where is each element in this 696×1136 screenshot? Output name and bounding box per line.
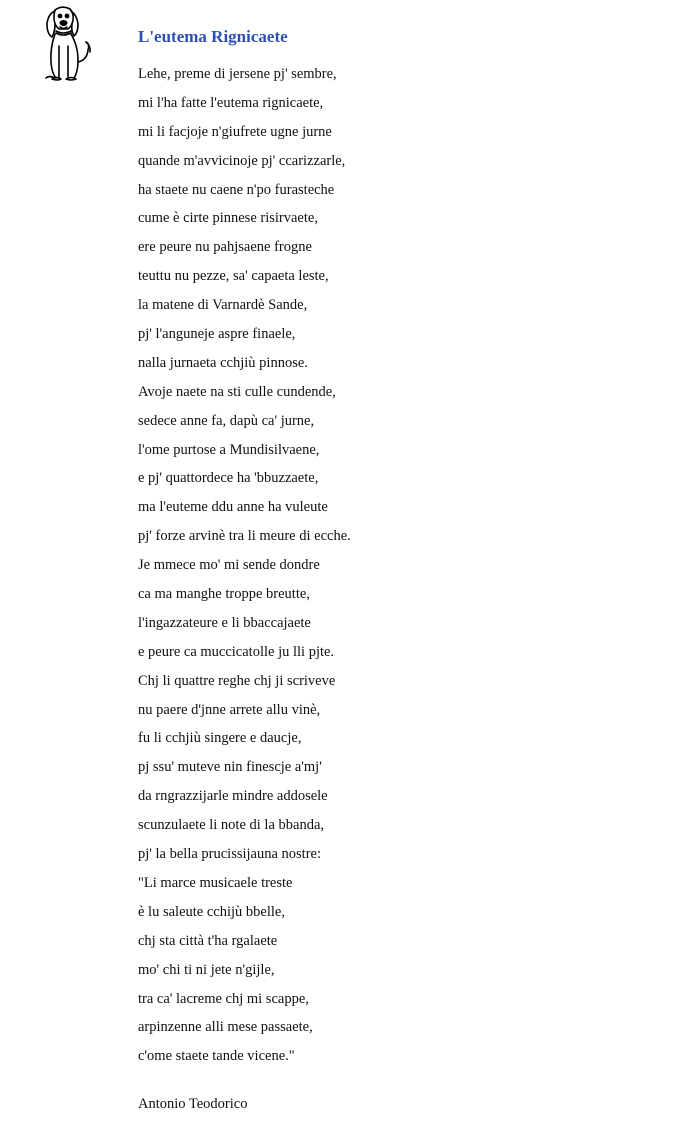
poem-line: ma l'euteme ddu anne ha vuleute <box>138 499 328 516</box>
poem-line: e peure ca muccicatolle ju lli pjte. <box>138 643 335 660</box>
poem-line: l'ingazzateure e li bbaccajaete <box>138 614 311 631</box>
poem-line: tra ca' lacreme chj mi scappe, <box>138 990 309 1007</box>
poem-title: L'eutema Rignicaete <box>138 27 288 46</box>
poem-line: Je mmece mo' mi sende dondre <box>138 557 320 574</box>
poem-line: e pj' quattordece ha 'bbuzzaete, <box>138 470 319 487</box>
poem-line: l'ome purtose a Mundisilvaene, <box>138 441 320 458</box>
poem-line: nu paere d'jnne arrete allu vinè, <box>138 701 321 718</box>
poem-line: arpinzenne alli mese passaete, <box>138 1019 313 1036</box>
poem-line: sedece anne fa, dapù ca' jurne, <box>138 412 315 429</box>
poem-line: fu li cchjiù singere e daucje, <box>138 730 302 747</box>
poem-line: "Li marce musicaele treste <box>138 874 293 891</box>
poem-line: chj sta città t'ha rgalaete <box>138 932 278 949</box>
poem-line: mo' chi ti ni jete n'gijle, <box>138 961 275 978</box>
poem-line: scunzulaete li note di la bbanda, <box>138 817 325 834</box>
poem-line: pj ssu' muteve nin finescje a'mj' <box>138 759 322 776</box>
poem-line: Chj li quattre reghe chj ji scriveve <box>138 672 336 689</box>
poem-line: pj' la bella prucissijauna nostre: <box>138 846 322 863</box>
poem-body <box>138 60 351 1071</box>
poem-line: mi l'ha fatte l'eutema rignicaete, <box>138 94 324 111</box>
poem-line: pj' l'anguneje aspre finaele, <box>138 326 296 343</box>
poem-line: Lehe, preme di jersene pj' sembre, <box>138 66 337 82</box>
poem-line: la matene di Varnardè Sande, <box>138 297 308 314</box>
poem-line: mi li facjoje n'giufrete ugne jurne <box>138 123 332 140</box>
poem-line: teuttu nu pezze, sa' capaeta leste, <box>138 268 329 285</box>
poem-line: è lu saleute cchijù bbelle, <box>138 903 285 920</box>
poem-line: Avoje naete na sti culle cundende, <box>138 383 336 400</box>
poem-line: nalla jurnaeta cchjiù pinnose. <box>138 354 308 371</box>
cartoon-dog-icon <box>38 4 94 84</box>
poem-line: da rngrazzijarle mindre addosele <box>138 788 328 805</box>
author-signature: Antonio Teodorico <box>138 1096 248 1112</box>
poem-line: quande m'avvicinoje pj' ccarizzarle, <box>138 152 346 169</box>
poem-line: pj' forze arvinè tra li meure di ecche. <box>138 528 351 545</box>
poem-line: ha staete nu caene n'po furasteche <box>138 181 335 198</box>
poem-line: ere peure nu pahjsaene frogne <box>138 239 312 256</box>
poem-line: ca ma manghe troppe breutte, <box>138 586 310 603</box>
poem-line: cume è cirte pinnese risirvaete, <box>138 210 318 227</box>
poem-line: c'ome staete tande vicene." <box>138 1048 295 1065</box>
